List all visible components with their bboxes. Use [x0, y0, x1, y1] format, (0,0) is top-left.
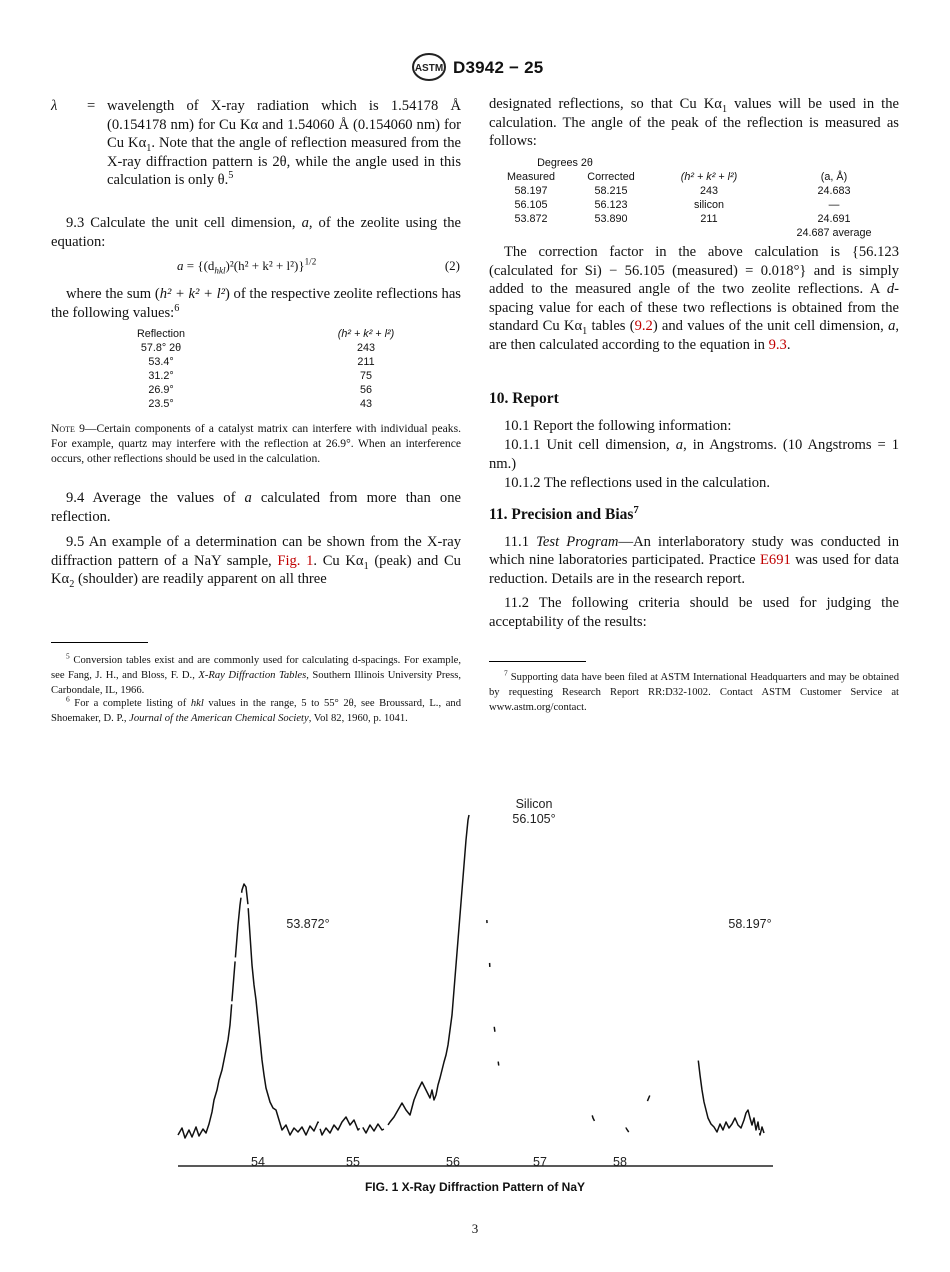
axis-tick-label: 57	[533, 1155, 547, 1169]
page-number: 3	[471, 1221, 479, 1236]
svg-text:ASTM: ASTM	[414, 63, 444, 74]
footnote-7: $^7$ Supporting data have been filed at ASTM International Headquarters and may be obtained by requesting Research Report RR:D32-1002. Contact ASTM Customer Service at www.astm.org/contact.	[489, 668, 899, 713]
table-cell: 243	[699, 185, 718, 197]
figure-caption: FIG. 1 X-Ray Diffraction Pattern of NaY	[364, 1180, 586, 1194]
link-9-2[interactable]: 9.2	[634, 318, 653, 335]
section-11-heading: 11. Precision and Bias$^7$	[489, 503, 639, 523]
section-9-4: 9.4 Average the values of a calculated from more than one reflection.	[51, 490, 461, 525]
footnote-6: $^6$ For a complete listing of hkl values in the range, 5 to 55° 2θ, see Broussard, L., and Shoemaker, D. P., Journal of the American Chemical Society, Vol 82, 1960, p. 1041.	[51, 694, 461, 724]
section-9-5: 9.5 An example of a determination can be shown from the X-ray diffraction pattern of a NaY sample, Fig. 1. Cu $K\alpha_1$ (peak) and Cu $K\alpha_2$ (shoulder) are readily apparent on all three	[51, 534, 461, 591]
table-header: Corrected	[587, 171, 635, 183]
footnote-5: $^5$ Conversion tables exist and are commonly used for calculating d-spacings. For example, see Fang, J. H., and Bloss, F. D., X-Ray Diffraction Tables, Southern Illinois University Press, Carbondale, IL, 1966.	[51, 651, 461, 696]
where-sum-text: where the sum (h² + k² + l²) of the respective zeolite reflections has the following values:$^6$	[51, 286, 461, 321]
equation-number: (2)	[444, 258, 460, 273]
right-intro: designated reflections, so that Cu $K\alpha_1$ values will be used in the calculation. The angle of the peak of the reflection is measured as follows:	[489, 96, 899, 150]
table-cell: 56.105	[514, 199, 548, 211]
table-cell: 58.215	[594, 185, 628, 197]
axis-tick-label: 54	[251, 1155, 265, 1169]
table-cell: 211	[357, 356, 375, 368]
group-header: Degrees 2θ	[537, 157, 593, 169]
table-cell: 53.872	[514, 213, 548, 225]
axis-tick-label: 58	[613, 1155, 627, 1169]
table-cell: 211	[700, 213, 718, 225]
table-cell: 31.2°	[148, 370, 174, 382]
section-10-heading: 10. Report	[489, 390, 559, 407]
table-cell: silicon	[693, 199, 724, 211]
table-cell: 24.683	[817, 185, 851, 197]
table-cell: 24.691	[817, 213, 851, 225]
axis-tick-label: 55	[346, 1155, 360, 1169]
table-cell: 243	[356, 342, 375, 354]
table-cell: —	[828, 199, 840, 211]
table-header: Measured	[506, 171, 555, 183]
link-e691[interactable]: E691	[759, 552, 791, 569]
table-header: (h² + k² + l²)	[337, 328, 395, 340]
lambda-symbol: λ	[51, 98, 58, 114]
table-cell: 26.9°	[148, 384, 174, 396]
section-9-3: 9.3 Calculate the unit cell dimension, a, of the zeolite using the equation:	[51, 215, 461, 250]
section-10: 10. Report 10.1 Report the following information: 10.1.1 Unit cell dimension, a, in Angstroms. (10 Angstroms = 1 nm.) 10.1.2 The reflections used in the calculation.	[489, 390, 899, 492]
table-cell: 75	[359, 370, 372, 382]
table-cell: 56	[359, 384, 372, 396]
lambda-definition-text: wavelength of X-ray radiation which is 1.54178 Å (0.154178 nm) for Cu Kα and 1.54060 Å (0.154060 nm) for Cu $K\alpha_1$. Note that the angle of reflection measured from the X-ray diffraction pattern is 2θ, while the angle used in this calculation is only θ.$^5$	[107, 98, 461, 189]
document-title: D3942 − 25	[453, 58, 544, 77]
footnote-ref-5: 5	[228, 170, 234, 182]
table-header: Reflection	[136, 328, 185, 340]
average-cell: 24.687 average	[796, 227, 872, 239]
peak-label-silicon-title: Silicon	[515, 797, 553, 811]
table-cell: 43	[359, 398, 372, 410]
table-cell: 23.5°	[148, 398, 174, 410]
table-cell: 53.890	[594, 213, 628, 225]
section-11: 11. Precision and Bias$^7$ 11.1 Test Program—An interlaboratory study was conducted in which nine laboratories participated. Practice E691 was used for data reduction. Details are in the research report. 11.2 The following criteria should be used for judging the acceptability of the results:	[489, 503, 899, 630]
table-cell: 58.197	[514, 185, 548, 197]
axis-tick-label: 56	[446, 1155, 460, 1169]
equals-sign: =	[87, 98, 96, 114]
fig-1-link[interactable]: Fig. 1	[277, 552, 314, 569]
peak-label-58: 58.197°	[728, 917, 772, 931]
table-header: (a, Å)	[820, 171, 848, 183]
table-cell: 57.8° 2θ	[140, 342, 182, 354]
correction-paragraph: The correction factor in the above calculation is {56.123 (calculated for Si) − 56.105 (measured) = 0.018°} and is simply added to the measured angle of the two zeolite reflections. A d-spacing value for each of these two reflections is obtained from the standard Cu $K\alpha_1$ tables (9.2) and values of the unit cell dimension, a, are then calculated according to the equation in 9.3.	[489, 244, 900, 353]
note-9: Note 9—Certain components of a catalyst matrix can interfere with individual peaks. For example, quartz may interfere with the reflection at 26.9°. When an interference occurs, other reflections should be used in the calculation.	[51, 422, 461, 465]
equation-2: $a = \{(d_{hkl})^2(h^2 + k^2 + l^2)\}^{1/2}$ (2)	[177, 256, 460, 276]
link-9-3[interactable]: 9.3	[768, 336, 787, 353]
diffraction-trace	[178, 768, 764, 1142]
table-cell: 53.4°	[148, 356, 174, 368]
table-cell: 56.123	[594, 199, 628, 211]
table-header: (h² + k² + l²)	[680, 171, 738, 183]
peak-label-53: 53.872°	[286, 917, 330, 931]
peak-label-silicon: 56.105°	[512, 812, 556, 826]
